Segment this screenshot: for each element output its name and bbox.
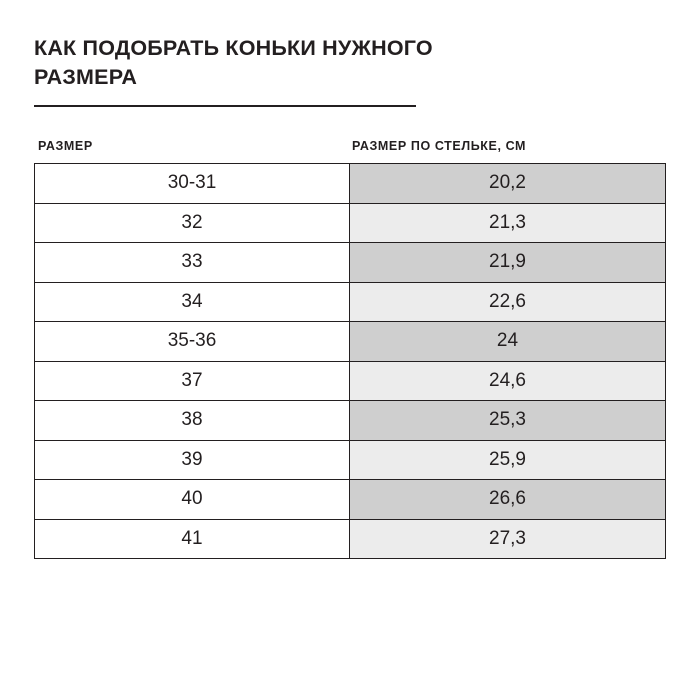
column-headers [34,139,666,153]
size-table-body [35,164,666,559]
cell-insole: 24 [350,322,666,362]
cell-insole: 20,2 [350,164,666,204]
table-row [35,243,666,283]
cell-insole: 25,9 [350,440,666,480]
table-row [35,203,666,243]
cell-insole: 26,6 [350,480,666,520]
column-header-insole: РАЗМЕР ПО СТЕЛЬКЕ, СМ [352,139,527,154]
table-row [35,440,666,480]
column-header-size: РАЗМЕР [38,139,93,154]
table-row [35,519,666,559]
cell-insole: 21,9 [350,243,666,283]
cell-insole: 25,3 [350,401,666,441]
table-row [35,282,666,322]
table-row [35,480,666,520]
cell-insole: 22,6 [350,282,666,322]
table-row [35,401,666,441]
cell-size: 34 [35,282,350,322]
table-row [35,322,666,362]
cell-size: 37 [35,361,350,401]
table-row [35,361,666,401]
cell-size: 33 [35,243,350,283]
table-row [35,164,666,204]
size-table [34,163,666,559]
cell-insole: 27,3 [350,519,666,559]
cell-size: 30-31 [35,164,350,204]
cell-size: 35-36 [35,322,350,362]
cell-insole: 24,6 [350,361,666,401]
title-divider [34,105,416,107]
page-title: КАК ПОДОБРАТЬ КОНЬКИ НУЖНОГО РАЗМЕРА [34,36,433,89]
cell-insole: 21,3 [350,203,666,243]
cell-size: 32 [35,203,350,243]
cell-size: 39 [35,440,350,480]
cell-size: 40 [35,480,350,520]
cell-size: 41 [35,519,350,559]
cell-size: 38 [35,401,350,441]
